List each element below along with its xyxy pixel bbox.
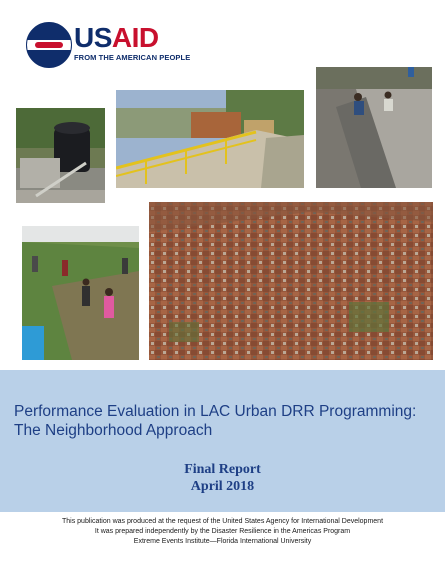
report-title-line1: Performance Evaluation in LAC Urban DRR Programming: xyxy=(14,403,417,420)
water-tank-photo xyxy=(16,108,105,203)
usaid-logo xyxy=(26,22,191,68)
usaid-wordmark: USAID xyxy=(74,22,159,53)
usaid-seal-icon xyxy=(26,22,72,68)
hillside-neighborhood-aerial-photo xyxy=(149,202,433,360)
gabion-wall-workers-photo xyxy=(316,67,432,188)
report-title-line2: The Neighborhood Approach xyxy=(14,422,213,439)
hillside-neighborhood-aerial-photo-icon xyxy=(149,202,433,360)
footer-line-3: Extreme Events Institute—Florida International University xyxy=(133,538,312,545)
report-title xyxy=(14,402,434,440)
gabion-wall-workers-photo-icon xyxy=(316,67,432,188)
stairway-railing-photo-icon xyxy=(116,90,304,188)
footer-line-1: This publication was produced at the request of the United States Agency for International Development xyxy=(61,518,384,525)
report-date: April 2018 xyxy=(190,479,255,494)
stairway-railing-photo xyxy=(116,90,304,188)
water-tank-photo-icon xyxy=(16,108,105,203)
footer-line-2: It was prepared independently by the Disaster Resilience in the Americas Program xyxy=(94,528,351,535)
hillside-planting-photo xyxy=(22,226,139,360)
report-type: Final Report xyxy=(184,462,261,477)
hillside-planting-photo-icon xyxy=(22,226,139,360)
logo-tagline: FROM THE AMERICAN PEOPLE xyxy=(74,53,191,62)
